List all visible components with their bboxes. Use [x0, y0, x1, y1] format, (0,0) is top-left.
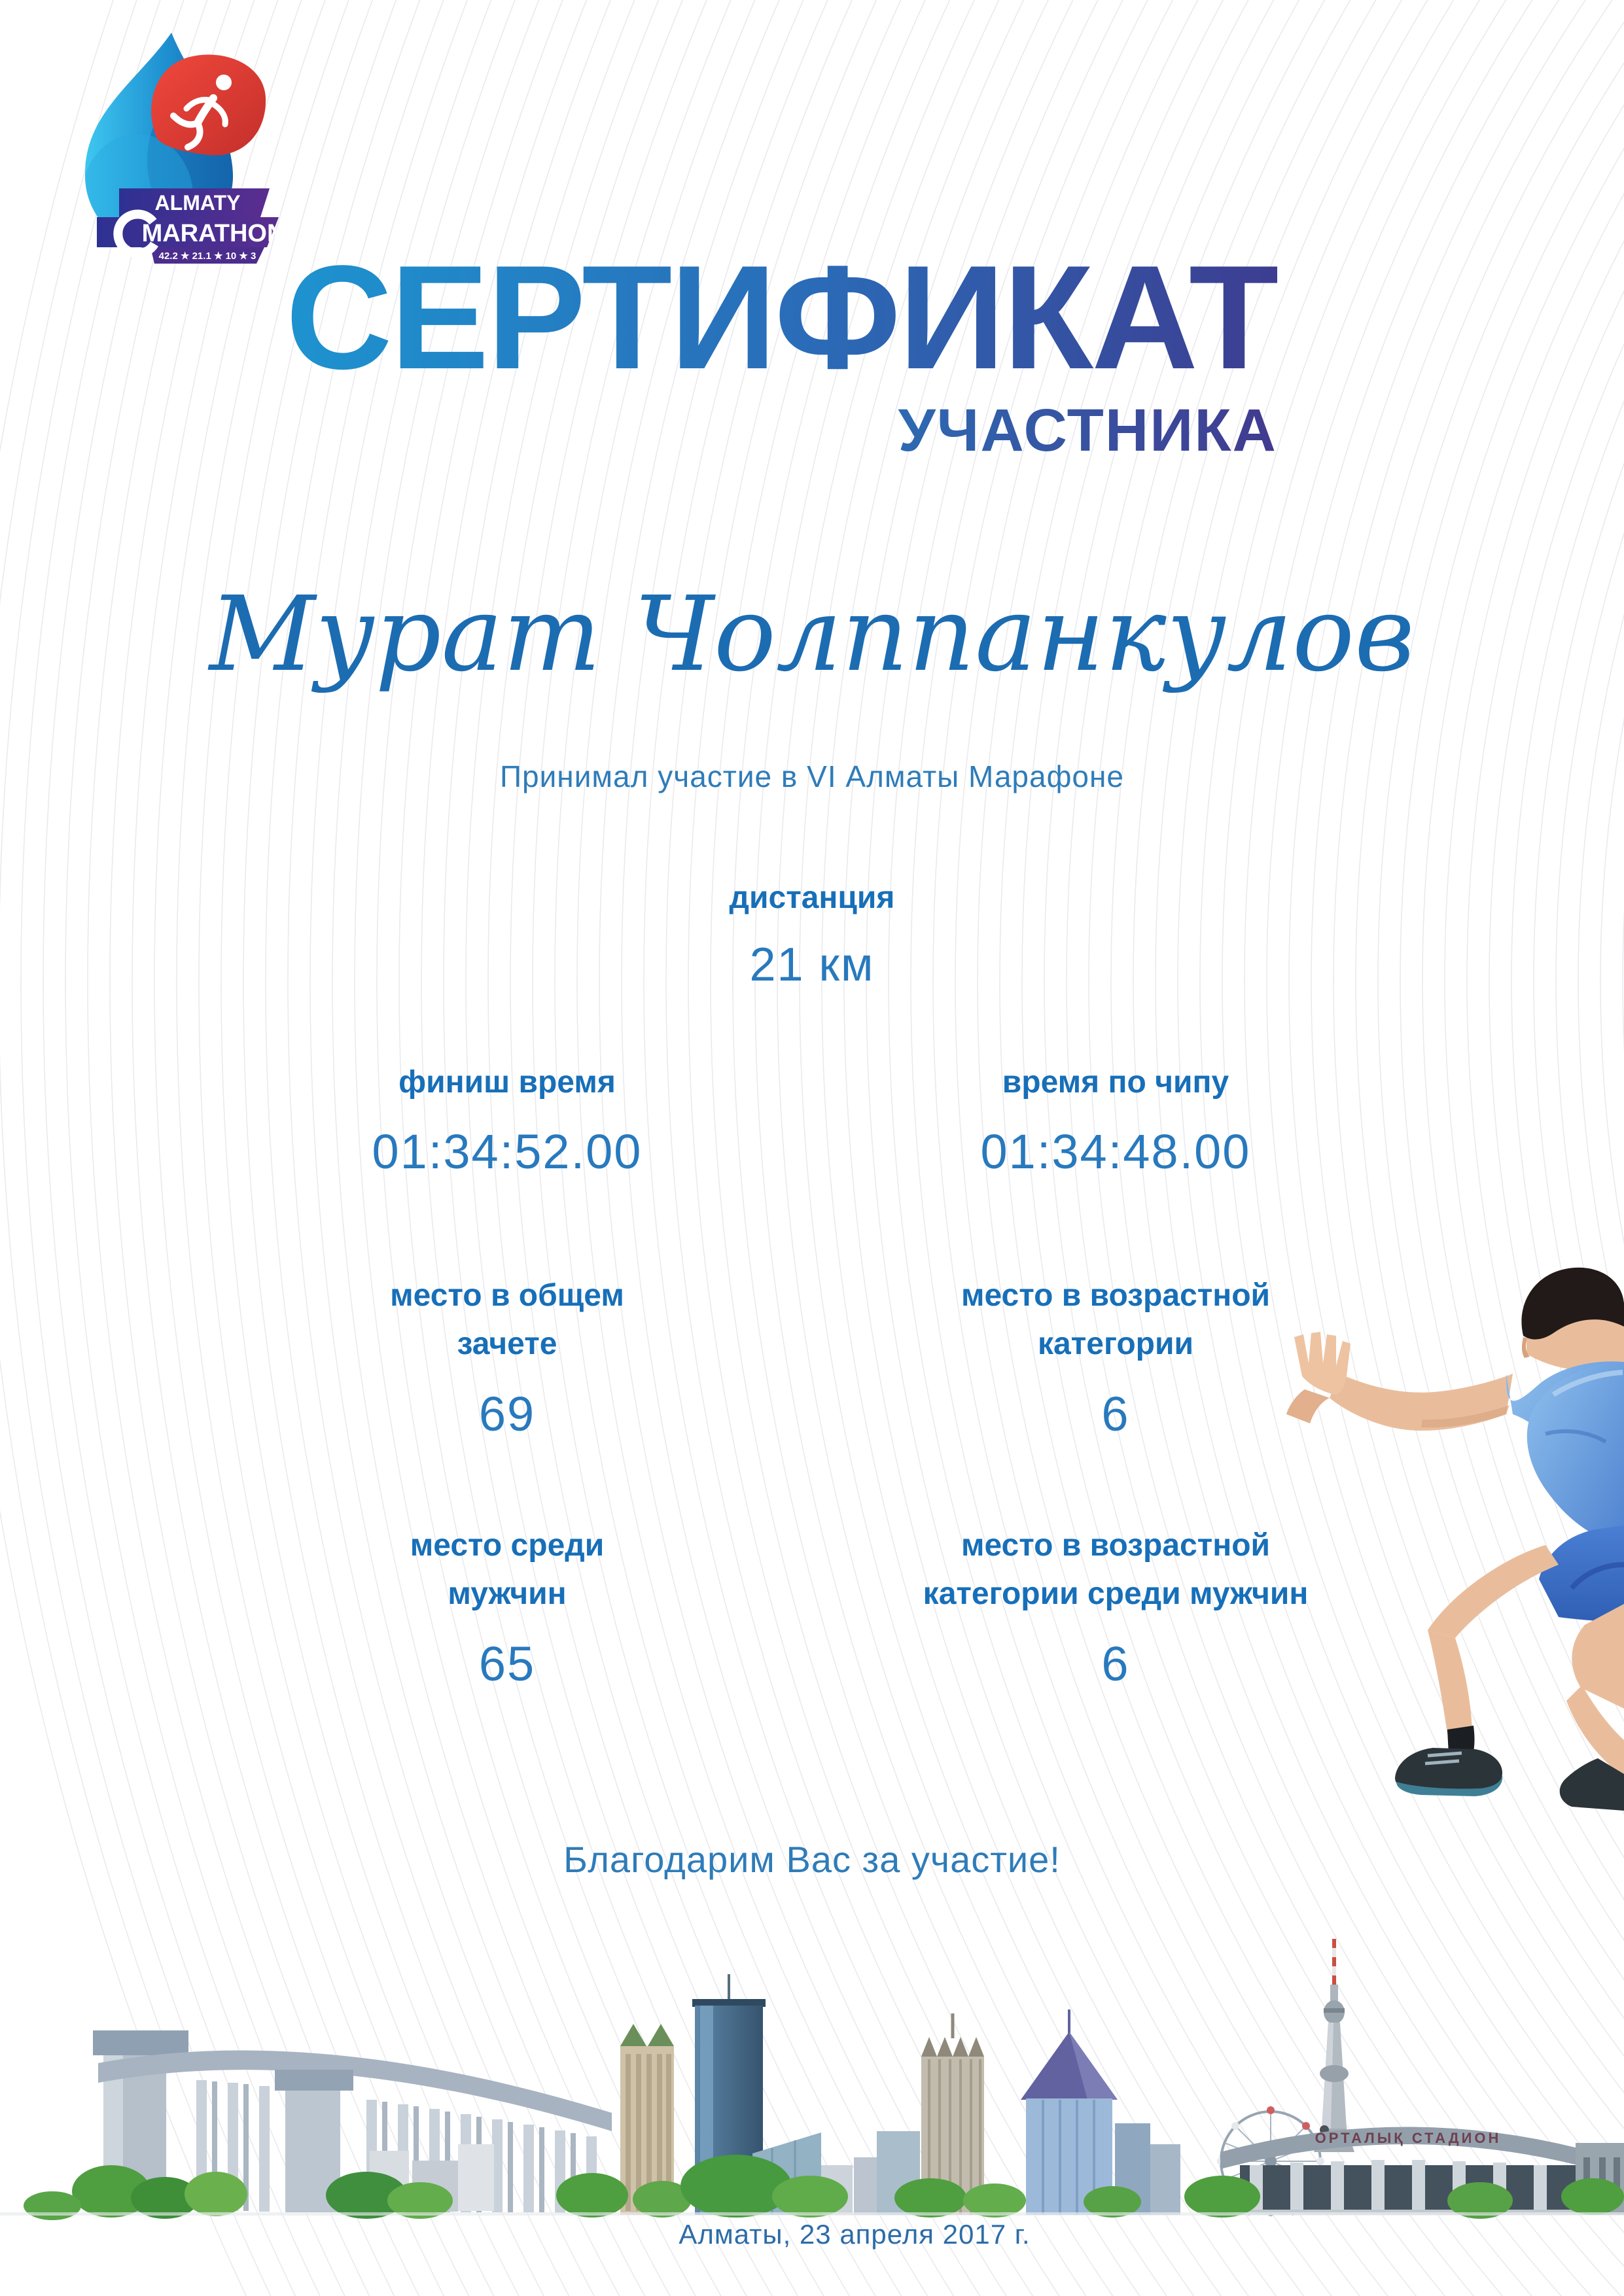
stat-overall-place-label: место в общем зачете [390, 1278, 624, 1362]
logo-distances-line: 42.2 ★ 21.1 ★ 10 ★ 3 [158, 251, 256, 262]
runner-head [1521, 1268, 1624, 1372]
thanks-message: Благодарим Вас за участие! [563, 1839, 1061, 1880]
stat-finish-time-label: финиш время [398, 1065, 616, 1100]
stat-finish-time-value: 01:34:52.00 [372, 1124, 643, 1179]
participant-name: Мурат Чолппанкулов [209, 574, 1415, 695]
stadium-sign: ОРТАЛЫҚ СТАДИОН [1315, 2130, 1502, 2146]
pyramid-building [1021, 2009, 1180, 2215]
tv-tower [1314, 1939, 1354, 2152]
stat-chip-time-label: время по чипу [1002, 1065, 1229, 1100]
stat-chip-time-value: 01:34:48.00 [980, 1124, 1251, 1179]
runner-shorts [1539, 1525, 1624, 1622]
logo-brand-line2: MARATHON [141, 220, 285, 247]
stat-age-men-place [834, 1522, 1397, 1692]
title-block [0, 234, 1277, 464]
stat-age-men-place-value: 6 [1101, 1636, 1130, 1691]
certificate-title: СЕРТИФИКАТ [285, 234, 1277, 400]
stat-age-place [834, 1272, 1397, 1442]
stat-age-men-place-label: место в возрастной категории среди мужчин [923, 1528, 1309, 1612]
stat-age-place-value: 6 [1101, 1386, 1130, 1441]
logo-brand-line1: ALMATY [154, 191, 241, 215]
stat-overall-place [226, 1272, 788, 1442]
logo-banner [97, 188, 285, 264]
stat-men-place [226, 1522, 788, 1692]
runner-front-leg [1395, 1545, 1559, 1796]
stat-age-place-label: место в возрастной категории [961, 1278, 1271, 1362]
almaty-marathon-logo [59, 26, 285, 265]
stat-overall-place-value: 69 [478, 1386, 536, 1441]
event-description: Принимал участие в VI Алматы Марафоне [499, 759, 1125, 793]
certificate-subtitle: УЧАСТНИКА [898, 397, 1277, 464]
stat-distance-value: 21 км [749, 939, 875, 992]
stat-distance [0, 874, 1624, 992]
stat-distance-label: дистанция [729, 880, 895, 915]
stat-men-place-label: место среди мужчин [410, 1528, 605, 1612]
stat-men-place-value: 65 [478, 1636, 536, 1691]
stat-chip-time [834, 1058, 1397, 1179]
logo-runner-badge-icon [151, 55, 266, 156]
date-line: Алматы, 23 апреля 2017 г. [679, 2219, 1031, 2250]
runner-trailing-leg [1560, 1604, 1624, 1811]
stat-finish-time [226, 1058, 788, 1179]
